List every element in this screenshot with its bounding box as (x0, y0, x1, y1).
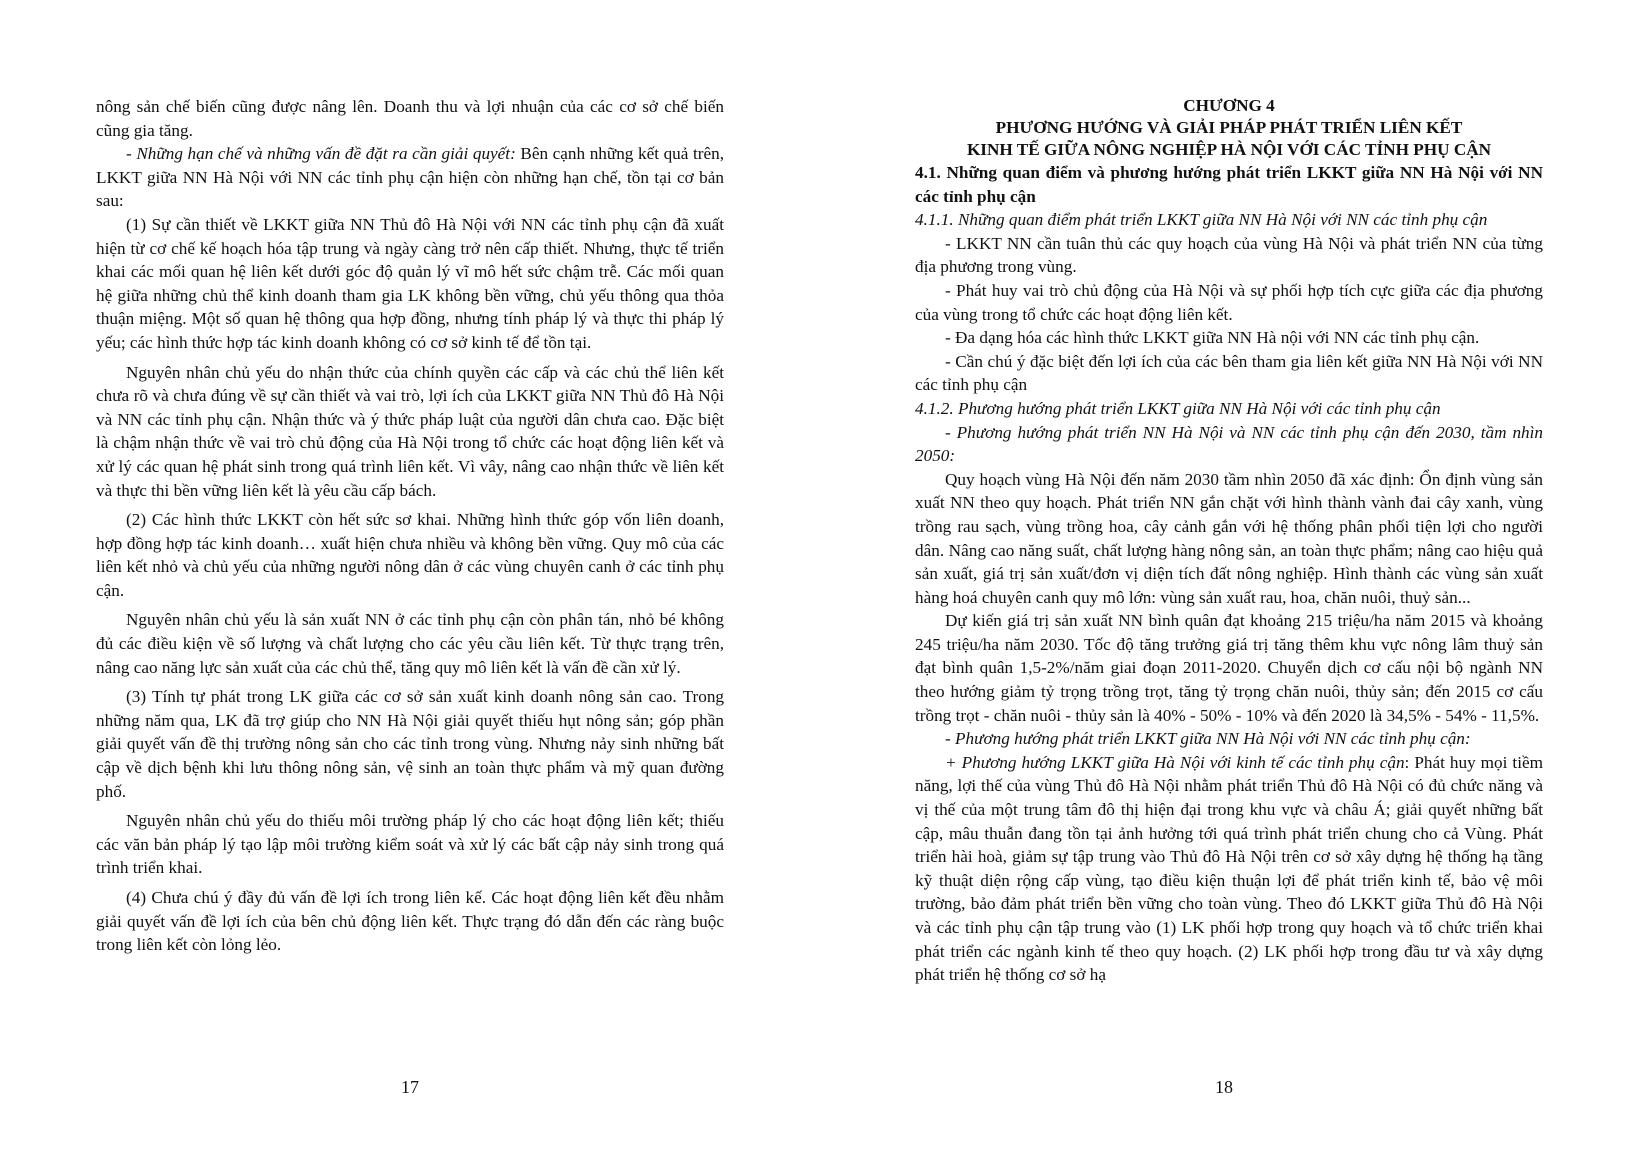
page-number-right: 18 (1215, 1077, 1233, 1097)
chapter-label: CHƯƠNG 4 (1183, 96, 1275, 115)
chapter-title-line-2: KINH TẾ GIỮA NÔNG NGHIỆP HÀ NỘI VỚI CÁC TỈNH PHỤ CẬN (966, 140, 1492, 159)
direction-body: : Phát huy mọi tiềm năng, lợi thế của vùng Thủ đô Hà Nội nhằm phát triển Thủ đô Hà Nội có đủ chức năng và vị thế của một trung tâm đô thị hiện đại trong khu vực và châu Á; giải quyết những bất cập, mâu thuẫn đang tồn tại ảnh hưởng tới quá trình phát triển chung cho cả Vùng. Phát triển hài hoà, giảm sự tập trung vào Thủ đô Hà Nội trên cơ sở xây dựng hệ thống hạ tầng kỹ thuật diện rộng cấp vùng, tạo điều kiện thuận lợi để phát triển kinh tế, bảo vệ môi trường, bảo đảm phát triển bền vững cho toàn vùng. Theo đó LKKT giữa Thủ đô Hà Nội và các tỉnh phụ cận tập trung vào (1) LK phối hợp trong quy hoạch và tổ chức triển khai phát triển các ngành kinh tế theo quy hoạch. (2) LK phối hợp trong đầu tư và xây dựng phát triển hệ thống cơ sở hạ (915, 752, 1543, 985)
limits-heading: - Những hạn chế và những vấn đề đặt ra cần giải quyết: (126, 144, 516, 164)
left-paragraph: (4) Chưa chú ý đầy đủ vấn đề lợi ích trong liên kế. Các hoạt động liên kết đều nhằm giải quyết vấn đề lợi ích của bên chủ động liên kết. Thực trạng đó dẫn đến các ràng buộc trong liên kết còn lỏng lẻo. (96, 888, 724, 955)
left-paragraph: nông sản chế biến cũng được nâng lên. Doanh thu và lợi nhuận của các cơ sở chế biến cũng gia tăng. (96, 97, 724, 140)
right-paragraph: Dự kiến giá trị sản xuất NN bình quân đạt khoảng 215 triệu/ha năm 2015 và khoảng 245 triệu/ha năm 2030. Tốc độ tăng trưởng giá trị tăng thêm khu vực nông lâm thuỷ sản đạt bình quân 1,5-2%/năm giai đoạn 2011-2020. Chuyển dịch cơ cấu nội bộ ngành NN theo hướng giảm tỷ trọng trồng trọt, tăng tỷ trọng chăn nuôi, thủy sản; đến 2015 cơ cấu trồng trọt - chăn nuôi - thủy sản là 40% - 50% - 10% và đến 2020 là 34,5% - 54% - 11,5%. (915, 611, 1543, 725)
left-paragraph: Nguyên nhân chủ yếu do nhận thức của chính quyền các cấp và các chủ thể liên kết chưa rõ và chưa đúng về sự cần thiết và vai trò, lợi ích của LKKT giữa NN Thủ đô Hà Nội và NN các tỉnh phụ cận. Nhận thức và ý thức pháp luật của người dân chưa cao. Đặc biệt là chậm nhận thức về vai trò chủ động của Hà Nội trong tổ chức các hoạt động liên kết và xử lý các quan hệ phát sinh trong quá trình liên kết. Vì vây, nâng cao nhận thức về liên kết và thực thi bền vững liên kết là yêu cầu cấp bách. (96, 362, 724, 500)
left-paragraph: Nguyên nhân chủ yếu là sản xuất NN ở các tỉnh phụ cận còn phân tán, nhỏ bé không đủ các điều kiện về số lượng và chất lượng cho các yêu cầu liên kết. Từ thực trạng trên, nâng cao năng lực sản xuất của các chủ thể, tăng quy mô liên kết là vấn đề cần xử lý. (96, 610, 724, 677)
left-paragraph-limits (96, 142, 724, 213)
left-paragraph: (2) Các hình thức LKKT còn hết sức sơ khai. Những hình thức góp vốn liên doanh, hợp đồng hợp tác kinh doanh… xuất hiện chưa nhiều và không bền vững. Quy mô của các liên kết nhỏ và chủ yếu của những người nông dân ở các vùng chuyên canh ở các tỉnh phụ cận. (96, 510, 724, 600)
left-page (96, 95, 724, 957)
subsection-heading-4-1-1: 4.1.1. Những quan điểm phát triển LKKT giữa NN Hà Nội với NN các tỉnh phụ cận (915, 210, 1488, 230)
subsection-heading-4-1-2: 4.1.2. Phương hướng phát triển LKKT giữa NN Hà Nội với các tỉnh phụ cận (915, 398, 1441, 418)
right-paragraph-italic: - Phương hướng phát triển NN Hà Nội và NN các tỉnh phụ cận đến 2030, tầm nhìn 2050: (915, 422, 1543, 466)
section-heading-4-1: 4.1. Những quan điểm và phương hướng phát triển LKKT giữa NN Hà Nội với NN các tỉnh phụ cận (915, 163, 1543, 206)
right-paragraph: - Đa dạng hóa các hình thức LKKT giữa NN Hà nội với NN các tỉnh phụ cận. (945, 328, 1480, 348)
right-page (915, 95, 1543, 987)
chapter-title-line-1: PHƯƠNG HƯỚNG VÀ GIẢI PHÁP PHÁT TRIỂN LIÊN KẾT (995, 118, 1463, 137)
limits-intro: Bên cạnh những kết quả trên, LKKT giữa NN Hà Nội với NN các tỉnh phụ cận hiện còn những hạn chế, tồn tại cơ bản sau: (96, 144, 725, 211)
right-paragraph: - LKKT NN cần tuân thủ các quy hoạch của vùng Hà Nội và phát triển NN của từng địa phương trong vùng. (915, 233, 1543, 277)
direction-heading: + Phương hướng LKKT giữa Hà Nội với kinh tế các tỉnh phụ cận (945, 752, 1405, 772)
right-paragraph: - Cần chú ý đặc biệt đến lợi ích của các bên tham gia liên kết giữa NN Hà Nội với NN các tỉnh phụ cận (915, 351, 1543, 395)
page-number-left: 17 (401, 1077, 419, 1097)
right-paragraph: Quy hoạch vùng Hà Nội đến năm 2030 tầm nhìn 2050 đã xác định: Ổn định vùng sản xuất NN theo quy hoạch. Phát triển NN gắn chặt với hình thành vành đai cây xanh, vùng trồng rau sạch, vùng trồng hoa, cây cảnh gắn với hệ thống phân phối tiện lợi cho người dân. Nâng cao năng suất, chất lượng hàng nông sản, an toàn thực phẩm; nâng cao hiệu quả sản xuất, giá trị sản xuất/đơn vị diện tích đất nông nghiệp. Hình thành các vùng sản xuất hàng hoá chuyên canh quy mô lớn: vùng sản xuất rau, hoa, chăn nuôi, thuỷ sản... (915, 469, 1543, 607)
right-paragraph-italic: - Phương hướng phát triển LKKT giữa NN Hà Nội với NN các tỉnh phụ cận: (945, 729, 1471, 749)
left-paragraph: (1) Sự cần thiết về LKKT giữa NN Thủ đô Hà Nội với NN các tỉnh phụ cận đã xuất hiện từ cơ chế kế hoạch hóa tập trung và ngày càng trở nên cấp thiết. Nhưng, thực tế triển khai các mối quan hệ liên kết dưới góc độ quản lý vĩ mô hết sức chậm trễ. Các mối quan hệ giữa những chủ thể kinh doanh tham gia LK không bền vững, chủ yếu thông qua thỏa thuận miệng. Một số quan hệ thông qua hợp đồng, nhưng tính pháp lý và thực thi pháp lý yếu; các hình thức hợp tác kinh doanh không có cơ sở kinh tế để tồn tại. (96, 214, 724, 352)
right-paragraph: - Phát huy vai trò chủ động của Hà Nội và sự phối hợp tích cực giữa các địa phương của vùng trong tổ chức các hoạt động liên kết. (915, 280, 1543, 324)
left-paragraph: Nguyên nhân chủ yếu do thiếu môi trường pháp lý cho các hoạt động liên kết; thiếu các văn bản pháp lý tạo lập môi trường kiểm soát và xử lý các bất cập nảy sinh trong quá trình triển khai. (96, 811, 724, 878)
left-paragraph: (3) Tính tự phát trong LK giữa các cơ sở sản xuất kinh doanh nông sản cao. Trong những năm qua, LK đã trợ giúp cho NN Hà Nội giải quyết thiếu hụt nông sản; góp phần giải quyết vấn đề thị trường nông sản cho các tỉnh trong vùng. Nhưng nảy sinh những bất cập về dịch bệnh khi lưu thông nông sản, vệ sinh an toàn thực phẩm và mỹ quan đường phố. (96, 687, 724, 801)
right-paragraph-direction (915, 751, 1543, 987)
